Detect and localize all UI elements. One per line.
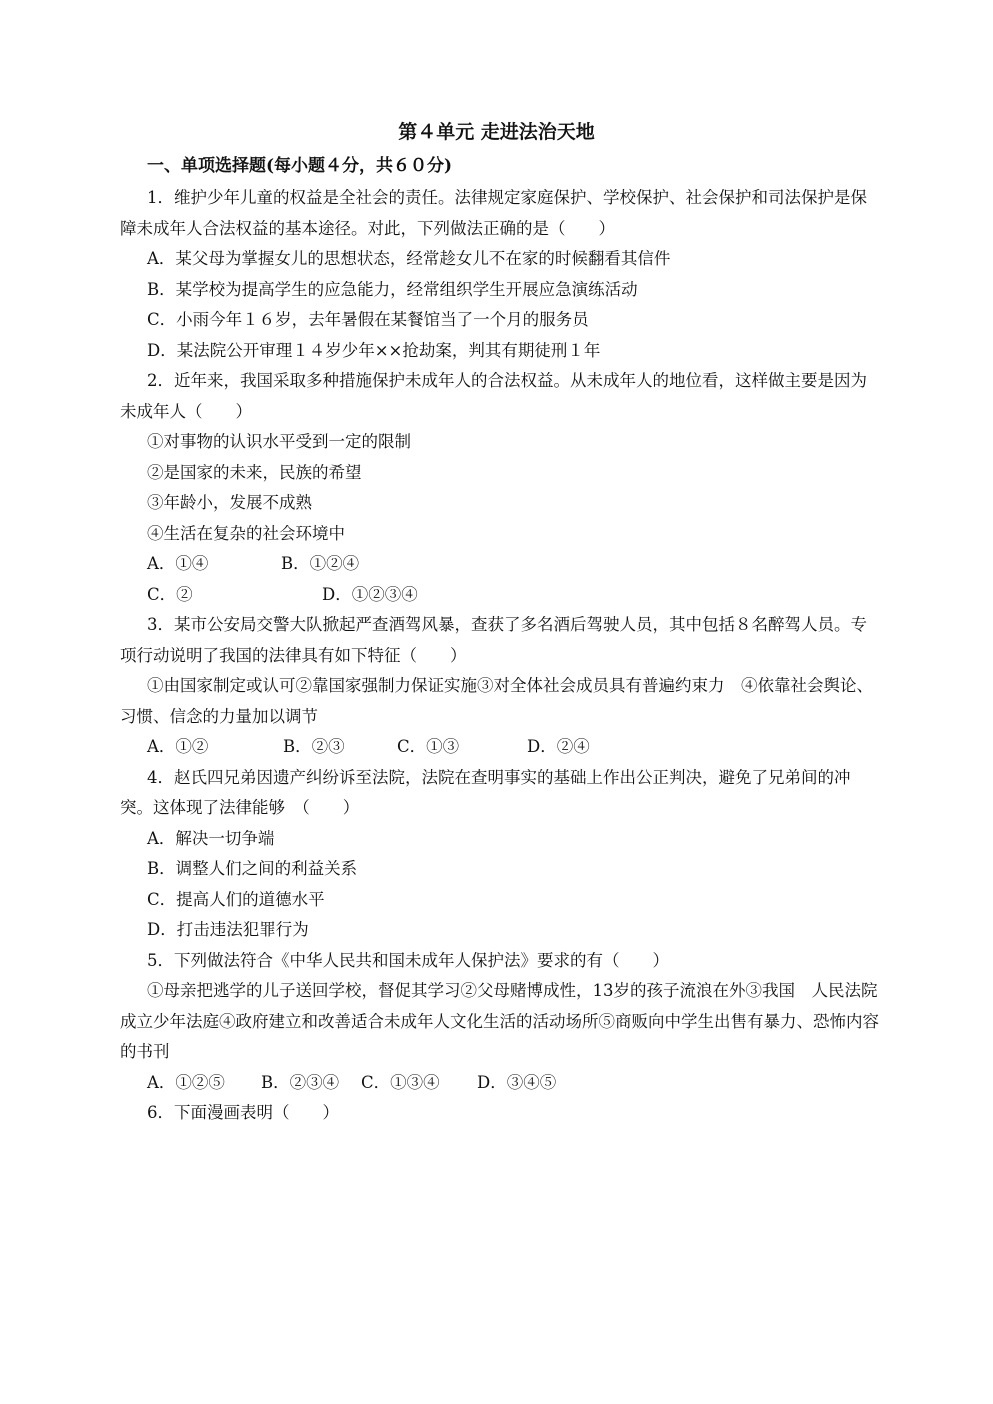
question-2-option-d: D．①②③④ <box>322 584 418 604</box>
question-1-option-d: D．某法院公开审理１４岁少年××抢劫案，判其有期徒刑１年 <box>147 340 601 360</box>
question-4-stem: 4．赵氏四兄弟因遗产纠纷诉至法院，法院在查明事实的基础上作出公正判决，避免了兄弟间的冲突。这体现了法律能够 （ ） <box>120 767 851 817</box>
question-1-option-c: C．小雨今年１６岁，去年暑假在某餐馆当了一个月的服务员 <box>147 310 589 329</box>
question-5-stem: 5．下列做法符合《中华人民共和国未成年人保护法》要求的有（ ） <box>147 950 669 970</box>
question-3-option-b: B．②③ <box>283 737 345 756</box>
question-4-option-c: C．提高人们的道德水平 <box>147 889 325 909</box>
question-3-option-a: A．①② <box>147 737 209 756</box>
question-3-statements: ①由国家制定或认可②靠国家强制力保证实施③对全体社会成员具有普遍约束力 ④依靠社会舆论、习惯、信念的力量加以调节 <box>120 676 873 726</box>
question-2-option-a: A．①④ <box>147 554 209 573</box>
question-1-option-b: B．某学校为提高学生的应急能力，经常组织学生开展应急演练活动 <box>147 279 638 299</box>
question-4-option-d: D．打击违法犯罪行为 <box>147 920 309 939</box>
question-5-option-d: D．③④⑤ <box>477 1072 557 1092</box>
question-2-option-b: B．①②④ <box>281 554 360 573</box>
question-2-statement-3: ③年龄小，发展不成熟 <box>147 493 312 512</box>
question-5-statements: ①母亲把逃学的儿子送回学校，督促其学习②父母赌博成性，13岁的孩子流浪在外③我国 人民法院成立少年法庭④政府建立和改善适合未成年人文化生活的活动场所⑤商贩向中学生出售有暴力、恐怖内容的书刊 <box>120 981 879 1061</box>
question-3-stem: 3．某市公安局交警大队掀起严查酒驾风暴，查获了多名酒后驾驶人员，其中包括８名醉驾人员。专项行动说明了我国的法律具有如下特征（ ） <box>120 615 867 665</box>
section-heading: 一、单项选择题(每小题４分，共６０分) <box>147 156 453 176</box>
page-title: 第４单元 走进法治天地 <box>398 121 595 143</box>
question-2-option-c: C．② <box>147 584 193 604</box>
question-4-option-b: B．调整人们之间的利益关系 <box>147 859 358 878</box>
question-2-statement-2: ②是国家的未来，民族的希望 <box>147 462 362 482</box>
question-2-stem: 2．近年来，我国采取多种措施保护未成年人的合法权益。从未成年人的地位看，这样做主要是因为未成年人（ ） <box>120 371 867 421</box>
question-4-option-a: A．解决一切争端 <box>147 828 275 848</box>
question-3-option-d: D．②④ <box>527 737 590 756</box>
question-2-statement-1: ①对事物的认识水平受到一定的限制 <box>147 432 411 451</box>
question-1-stem: 1．维护少年儿童的权益是全社会的责任。法律规定家庭保护、学校保护、社会保护和司法保护是保障未成年人合法权益的基本途径。对此，下列做法正确的是（ ） <box>120 188 867 238</box>
question-list <box>120 183 880 1129</box>
question-6-stem: 6．下面漫画表明（ ） <box>147 1103 339 1122</box>
question-5-options <box>120 1068 880 1099</box>
question-5-option-b: B．②③④ <box>261 1072 340 1092</box>
question-5-option-a: A．①②⑤ <box>147 1072 225 1092</box>
question-5-option-c: C．①③④ <box>361 1072 440 1092</box>
question-2-options-row-2 <box>120 580 880 611</box>
question-1-option-a: A．某父母为掌握女儿的思想状态，经常趁女儿不在家的时候翻看其信件 <box>147 249 671 268</box>
question-3-options <box>120 732 880 763</box>
question-2-options-row-1 <box>120 549 880 580</box>
question-3-option-c: C．①③ <box>397 737 460 756</box>
question-2-statement-4: ④生活在复杂的社会环境中 <box>147 523 345 543</box>
